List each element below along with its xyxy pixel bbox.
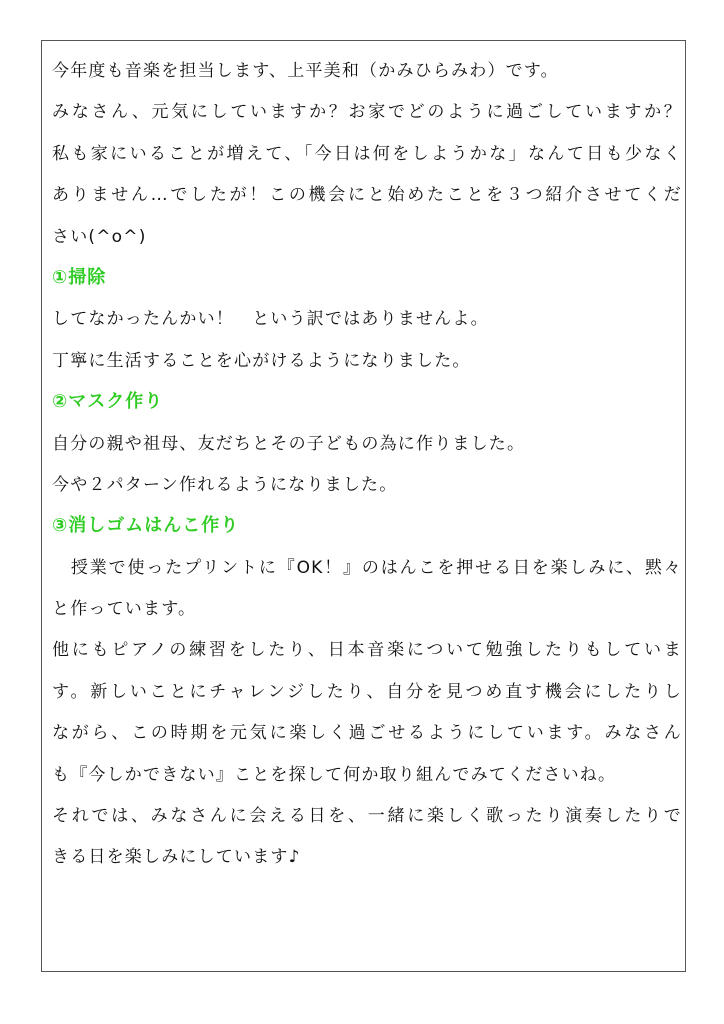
text-line: みなさん、元気にしていますか？お家でどのように過ごしていますか？ — [52, 102, 682, 123]
text-line: 丁寧に生活することを心がけるようになりました。 — [52, 350, 471, 371]
text-line: きる日を楽しみにしています♪ — [52, 847, 301, 868]
text-line: さい(^o^) — [52, 226, 147, 247]
text-line: 今年度も音楽を担当します、上平美和（かみひらみわ）です。 — [52, 61, 559, 81]
document-body — [52, 56, 682, 884]
text-line: と作っています。 — [52, 599, 197, 620]
section-heading: ①掃除 — [52, 266, 107, 288]
text-line: 私も家にいることが増えて、「今日は何をしようかな」なんて日も少なく — [52, 143, 682, 164]
text-line: それでは、みなさんに会える日を、一緒に楽しく歌ったり演奏したりで — [52, 806, 682, 827]
section-heading: ②マスク作り — [52, 391, 164, 413]
text-line: 授業で使ったプリントに『OK！』のはんこを押せる日を楽しみに、黙々 — [52, 557, 682, 578]
text-line: ながら、この時期を元気に楽しく過ごせるようにしています。みなさん — [52, 723, 682, 744]
text-line: す。新しいことにチャレンジしたり、自分を見つめ直す機会にしたりし — [52, 681, 682, 702]
text-line: ありません…でしたが！この機会にと始めたことを３つ紹介させてくだ — [52, 185, 682, 206]
text-line: 他にもピアノの練習をしたり、日本音楽について勉強したりもしていま — [52, 640, 682, 661]
section-heading: ③消しゴムはんこ作り — [52, 515, 240, 537]
text-line: してなかったんかい！ という訳ではありませんよ。 — [52, 309, 489, 330]
text-line: 自分の親や祖母、友だちとその子どもの為に作りました。 — [52, 433, 526, 454]
text-line: 今や２パターン作れるようになりました。 — [52, 474, 398, 495]
text-line: も『今しかできない』ことを探して何か取り組んでみてくださいね。 — [52, 764, 617, 785]
